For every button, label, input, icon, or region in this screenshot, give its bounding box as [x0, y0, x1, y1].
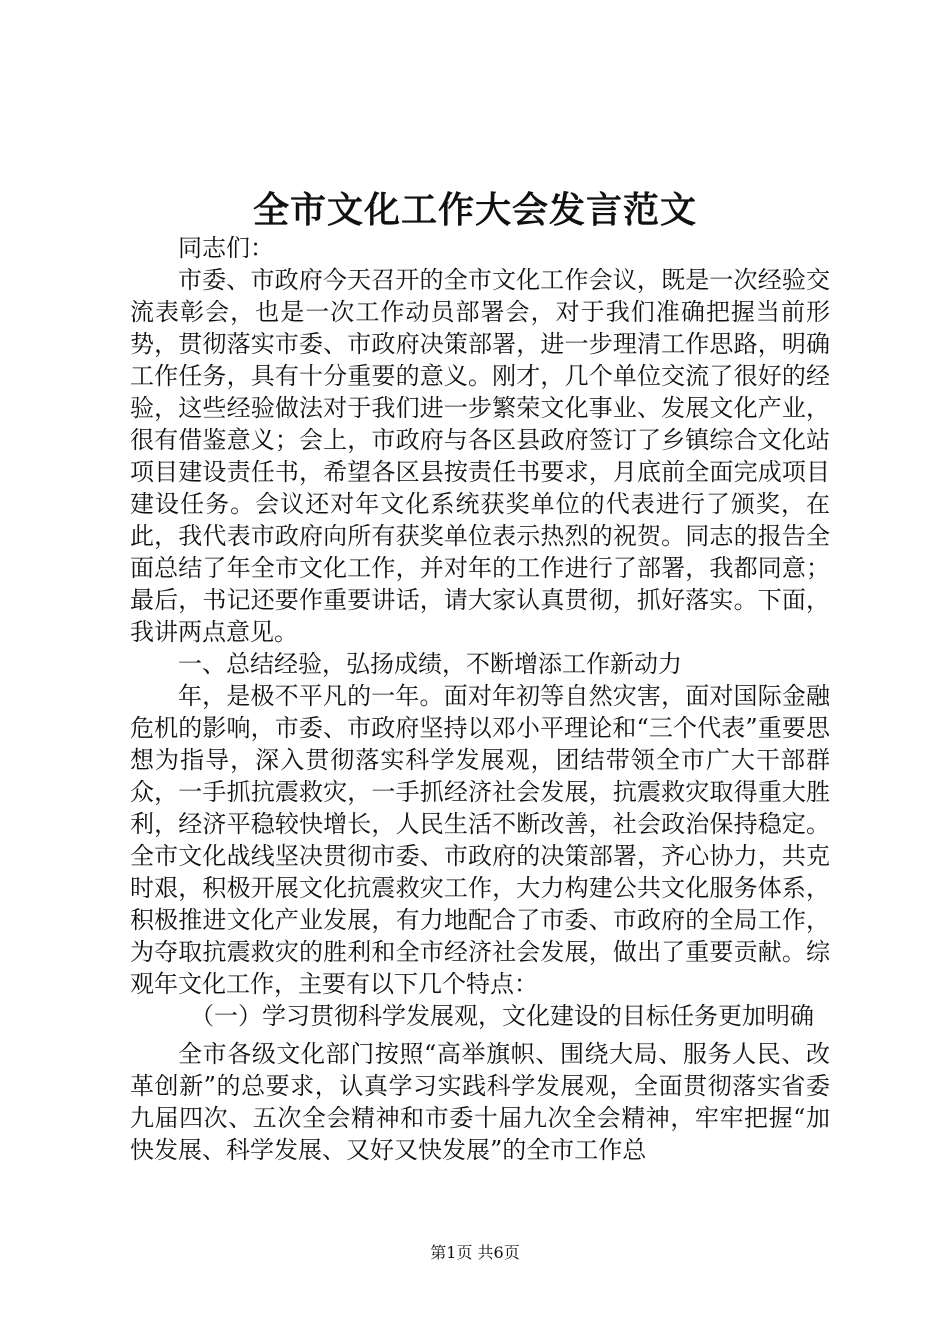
subsection-heading-1: （一）学习贯彻科学发展观，文化建设的目标任务更加明确 [190, 1002, 814, 1030]
page-title: 全市文化工作大会发言范文 [252, 189, 697, 231]
section-heading-1: 一、总结经验，弘扬成绩，不断增添工作新动力 [178, 650, 682, 678]
page-footer: 第1页 共6页 [430, 1243, 520, 1262]
document-body [130, 232, 830, 1166]
paragraph-subsection-1: 全市各级文化部门按照“高举旗帜、围绕大局、服务人民、改革创新”的总要求，认真学习实践科学发展观，全面贯彻落实省委九届四次、五次全会精神和市委十届九次全会精神，牢牢把握“加快发展、科学发展、又好又快发展”的全市工作总 [130, 1040, 830, 1164]
paragraph-review: 年，是极不平凡的一年。面对年初等自然灾害，面对国际金融危机的影响，市委、市政府坚持以邓小平理论和“三个代表”重要思想为指导，深入贯彻落实科学发展观，团结带领全市广大干部群众，一手抓抗震救灾，一手抓经济社会发展，抗震救灾取得重大胜利，经济平稳较快增长，人民生活不断改善，社会政治保持稳定。全市文化战线坚决贯彻市委、市政府的决策部署，齐心协力，共克时艰，积极开展文化抗震救灾工作，大力构建公共文化服务体系，积极推进文化产业发展，有力地配合了市委、市政府的全局工作，为夺取抗震救灾的胜利和全市经济社会发展，做出了重要贡献。综观年文化工作，主要有以下几个特点： [130, 682, 830, 998]
salutation: 同志们： [178, 234, 274, 262]
paragraph-intro: 市委、市政府今天召开的全市文化工作会议，既是一次经验交流表彰会，也是一次工作动员部署会，对于我们准确把握当前形势，贯彻落实市委、市政府决策部署，进一步理清工作思路，明确工作任务，具有十分重要的意义。刚才，几个单位交流了很好的经验，这些经验做法对于我们进一步繁荣文化事业、发展文化产业，很有借鉴意义；会上，市政府与各区县政府签订了乡镇综合文化站项目建设责任书，希望各区县按责任书要求，月底前全面完成项目建设任务。会议还对年文化系统获奖单位的代表进行了颁奖，在此，我代表市政府向所有获奖单位表示热烈的祝贺。同志的报告全面总结了年全市文化工作，并对年的工作进行了部署，我都同意；最后，书记还要作重要讲话，请大家认真贯彻，抓好落实。下面，我讲两点意见。 [130, 266, 830, 646]
